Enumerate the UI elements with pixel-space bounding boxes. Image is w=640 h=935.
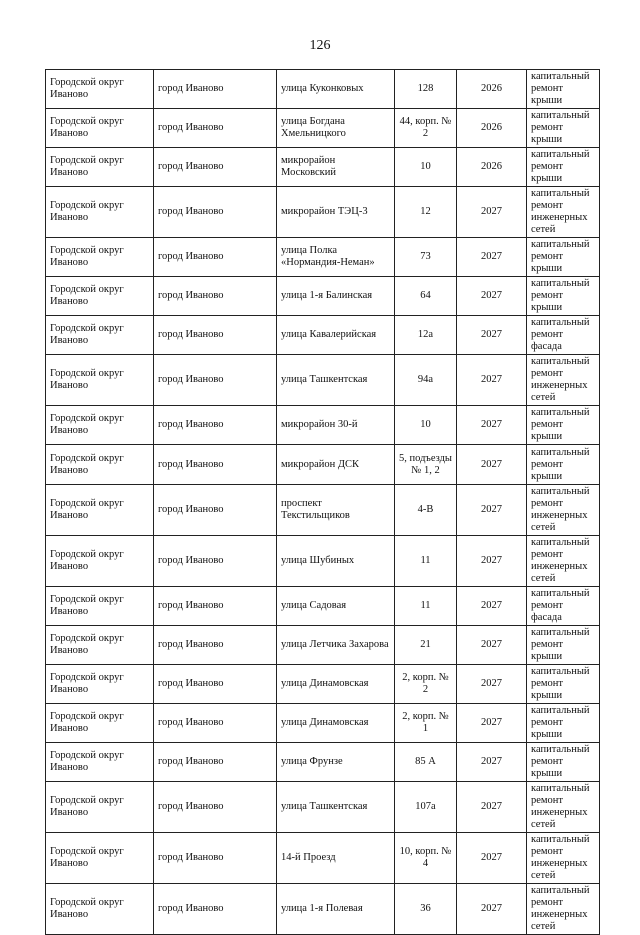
city-cell: город Иваново <box>154 406 277 445</box>
okrug-cell: Городской округ Иваново <box>46 536 154 587</box>
year-cell: 2027 <box>457 743 527 782</box>
city-cell: город Иваново <box>154 355 277 406</box>
street-cell: улица Кавалерийская <box>277 316 395 355</box>
house-cell: 21 <box>395 626 457 665</box>
street-cell: микрорайон ДСК <box>277 445 395 485</box>
house-cell: 64 <box>395 277 457 316</box>
house-cell: 11 <box>395 536 457 587</box>
work-type-cell: капитальный ремонт инженерных сетей <box>527 355 600 406</box>
city-cell: город Иваново <box>154 665 277 704</box>
okrug-cell: Городской округ Иваново <box>46 406 154 445</box>
address-table <box>45 69 600 935</box>
street-cell: улица Динамовская <box>277 665 395 704</box>
okrug-cell: Городской округ Иваново <box>46 743 154 782</box>
work-type-cell: капитальный ремонт крыши <box>527 277 600 316</box>
table-row <box>46 782 600 833</box>
table-row <box>46 406 600 445</box>
house-cell: 10 <box>395 406 457 445</box>
house-cell: 128 <box>395 70 457 109</box>
table-row <box>46 665 600 704</box>
work-type-cell: капитальный ремонт крыши <box>527 148 600 187</box>
work-type-cell: капитальный ремонт инженерных сетей <box>527 782 600 833</box>
city-cell: город Иваново <box>154 833 277 884</box>
house-cell: 107а <box>395 782 457 833</box>
street-cell: проспект Текстильщиков <box>277 485 395 536</box>
okrug-cell: Городской округ Иваново <box>46 277 154 316</box>
work-type-cell: капитальный ремонт крыши <box>527 406 600 445</box>
table-row <box>46 626 600 665</box>
table-row <box>46 587 600 626</box>
work-type-cell: капитальный ремонт крыши <box>527 626 600 665</box>
work-type-cell: капитальный ремонт крыши <box>527 238 600 277</box>
work-type-cell: капитальный ремонт фасада <box>527 587 600 626</box>
okrug-cell: Городской округ Иваново <box>46 704 154 743</box>
work-type-cell: капитальный ремонт крыши <box>527 109 600 148</box>
work-type-cell: капитальный ремонт инженерных сетей <box>527 833 600 884</box>
city-cell: город Иваново <box>154 587 277 626</box>
city-cell: город Иваново <box>154 277 277 316</box>
table-row <box>46 833 600 884</box>
work-type-cell: капитальный ремонт крыши <box>527 704 600 743</box>
year-cell: 2027 <box>457 833 527 884</box>
city-cell: город Иваново <box>154 536 277 587</box>
table-row <box>46 316 600 355</box>
street-cell: улица Садовая <box>277 587 395 626</box>
street-cell: улица Ташкентская <box>277 355 395 406</box>
table-row <box>46 277 600 316</box>
year-cell: 2027 <box>457 587 527 626</box>
year-cell: 2027 <box>457 536 527 587</box>
okrug-cell: Городской округ Иваново <box>46 109 154 148</box>
work-type-cell: капитальный ремонт инженерных сетей <box>527 187 600 238</box>
street-cell: улица 1-я Балинская <box>277 277 395 316</box>
street-cell: улица Фрунзе <box>277 743 395 782</box>
year-cell: 2027 <box>457 626 527 665</box>
city-cell: город Иваново <box>154 626 277 665</box>
city-cell: город Иваново <box>154 485 277 536</box>
year-cell: 2027 <box>457 238 527 277</box>
okrug-cell: Городской округ Иваново <box>46 665 154 704</box>
street-cell: улица Шубиных <box>277 536 395 587</box>
year-cell: 2027 <box>457 485 527 536</box>
okrug-cell: Городской округ Иваново <box>46 316 154 355</box>
okrug-cell: Городской округ Иваново <box>46 238 154 277</box>
street-cell: улица Летчика Захарова <box>277 626 395 665</box>
house-cell: 2, корп. № 2 <box>395 665 457 704</box>
street-cell: микрорайон Московский <box>277 148 395 187</box>
okrug-cell: Городской округ Иваново <box>46 485 154 536</box>
house-cell: 11 <box>395 587 457 626</box>
house-cell: 94а <box>395 355 457 406</box>
city-cell: город Иваново <box>154 187 277 238</box>
house-cell: 2, корп. № 1 <box>395 704 457 743</box>
table-row <box>46 238 600 277</box>
year-cell: 2027 <box>457 665 527 704</box>
house-cell: 10 <box>395 148 457 187</box>
year-cell: 2026 <box>457 109 527 148</box>
year-cell: 2027 <box>457 355 527 406</box>
okrug-cell: Городской округ Иваново <box>46 187 154 238</box>
work-type-cell: капитальный ремонт фасада <box>527 316 600 355</box>
year-cell: 2026 <box>457 70 527 109</box>
year-cell: 2027 <box>457 704 527 743</box>
year-cell: 2027 <box>457 445 527 485</box>
okrug-cell: Городской округ Иваново <box>46 782 154 833</box>
table-row <box>46 187 600 238</box>
city-cell: город Иваново <box>154 743 277 782</box>
table-row <box>46 148 600 187</box>
city-cell: город Иваново <box>154 238 277 277</box>
work-type-cell: капитальный ремонт крыши <box>527 70 600 109</box>
street-cell: улица Ташкентская <box>277 782 395 833</box>
okrug-cell: Городской округ Иваново <box>46 587 154 626</box>
table-row <box>46 536 600 587</box>
street-cell: улица Динамовская <box>277 704 395 743</box>
okrug-cell: Городской округ Иваново <box>46 148 154 187</box>
okrug-cell: Городской округ Иваново <box>46 833 154 884</box>
work-type-cell: капитальный ремонт инженерных сетей <box>527 485 600 536</box>
street-cell: микрорайон ТЭЦ-3 <box>277 187 395 238</box>
okrug-cell: Городской округ Иваново <box>46 884 154 935</box>
house-cell: 44, корп. № 2 <box>395 109 457 148</box>
year-cell: 2027 <box>457 316 527 355</box>
okrug-cell: Городской округ Иваново <box>46 626 154 665</box>
house-cell: 73 <box>395 238 457 277</box>
table-row <box>46 884 600 935</box>
house-cell: 12 <box>395 187 457 238</box>
okrug-cell: Городской округ Иваново <box>46 70 154 109</box>
table-row <box>46 743 600 782</box>
table-row <box>46 485 600 536</box>
city-cell: город Иваново <box>154 445 277 485</box>
street-cell: 14-й Проезд <box>277 833 395 884</box>
city-cell: город Иваново <box>154 884 277 935</box>
table-row <box>46 704 600 743</box>
work-type-cell: капитальный ремонт инженерных сетей <box>527 884 600 935</box>
work-type-cell: капитальный ремонт крыши <box>527 665 600 704</box>
house-cell: 36 <box>395 884 457 935</box>
street-cell: улица Куконковых <box>277 70 395 109</box>
table-row <box>46 445 600 485</box>
okrug-cell: Городской округ Иваново <box>46 445 154 485</box>
street-cell: улица Богдана Хмельницкого <box>277 109 395 148</box>
street-cell: улица 1-я Полевая <box>277 884 395 935</box>
work-type-cell: капитальный ремонт крыши <box>527 743 600 782</box>
table-row <box>46 355 600 406</box>
year-cell: 2026 <box>457 148 527 187</box>
house-cell: 12а <box>395 316 457 355</box>
year-cell: 2027 <box>457 187 527 238</box>
okrug-cell: Городской округ Иваново <box>46 355 154 406</box>
work-type-cell: капитальный ремонт инженерных сетей <box>527 536 600 587</box>
house-cell: 85 А <box>395 743 457 782</box>
city-cell: город Иваново <box>154 109 277 148</box>
city-cell: город Иваново <box>154 782 277 833</box>
table-row <box>46 109 600 148</box>
house-cell: 10, корп. № 4 <box>395 833 457 884</box>
street-cell: улица Полка «Нормандия-Неман» <box>277 238 395 277</box>
house-cell: 4-В <box>395 485 457 536</box>
page-number: 126 <box>309 38 331 53</box>
city-cell: город Иваново <box>154 316 277 355</box>
city-cell: город Иваново <box>154 70 277 109</box>
year-cell: 2027 <box>457 277 527 316</box>
year-cell: 2027 <box>457 884 527 935</box>
city-cell: город Иваново <box>154 148 277 187</box>
work-type-cell: капитальный ремонт крыши <box>527 445 600 485</box>
table-row <box>46 70 600 109</box>
house-cell: 5, подъезды № 1, 2 <box>395 445 457 485</box>
city-cell: город Иваново <box>154 704 277 743</box>
year-cell: 2027 <box>457 782 527 833</box>
year-cell: 2027 <box>457 406 527 445</box>
street-cell: микрорайон 30-й <box>277 406 395 445</box>
